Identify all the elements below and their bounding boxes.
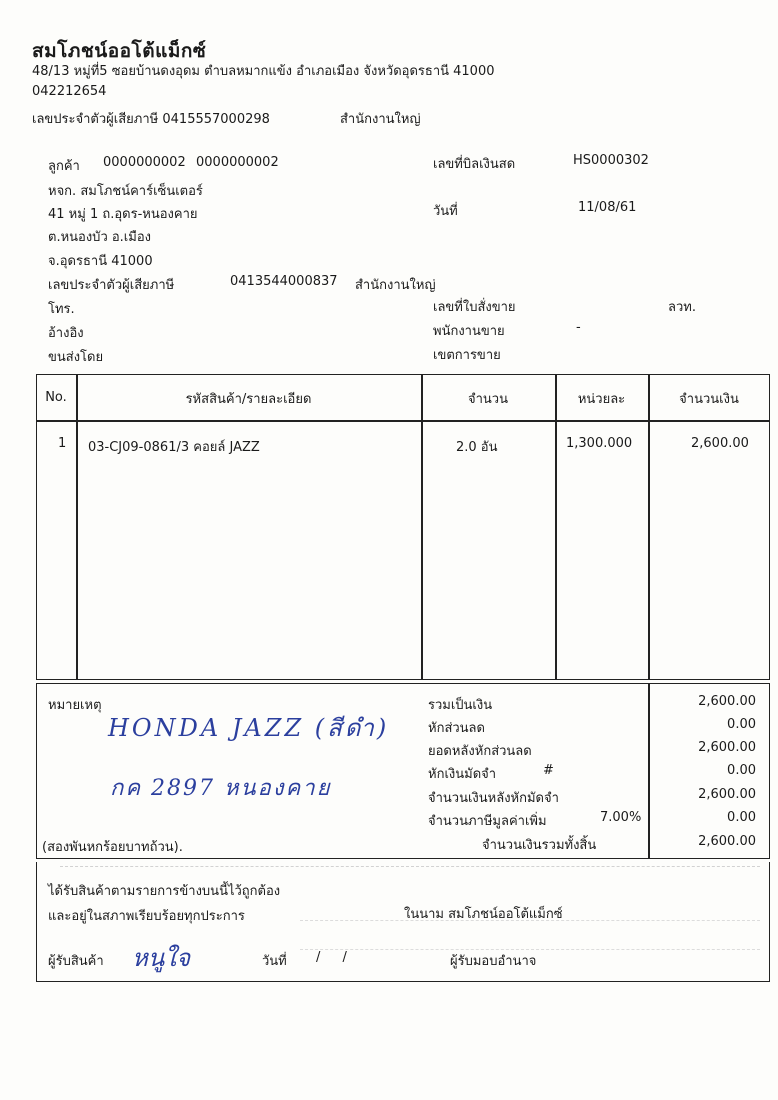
company-phone: 042212654 <box>32 84 107 99</box>
bleed-through-marks <box>60 866 760 870</box>
handwritten-remark-2: กค 2897 หนองคาย <box>110 776 332 801</box>
sales-zone-label: เขตการขาย <box>433 348 501 363</box>
row-unit-price: 1,300.000 <box>566 436 633 451</box>
row-description: 03-CJ09-0861/3 คอยล์ JAZZ <box>88 440 260 455</box>
header-no: No. <box>45 390 67 405</box>
company-tax-id: 0415557000298 <box>162 112 270 127</box>
on-behalf-of: ในนาม สมโภชน์ออโต้แม็กซ์ <box>404 907 563 922</box>
remark-label: หมายเหตุ <box>48 698 102 713</box>
summary-label-after-discount: ยอดหลังหักส่วนลด <box>428 744 532 759</box>
summary-label-vat: จำนวนภาษีมูลค่าเพิ่ม <box>428 814 547 829</box>
summary-deposit-ref: # <box>543 763 554 778</box>
summary-value-discount: 0.00 <box>727 717 756 732</box>
ship-by-label: ขนส่งโดย <box>48 350 104 365</box>
customer-address-2: ต.หนองบัว อ.เมือง <box>48 230 151 245</box>
receiver-signature: หนูใจ <box>132 944 191 972</box>
summary-label-after-deposit: จำนวนเงินหลังหักมัดจำ <box>428 791 559 806</box>
row-amount: 2,600.00 <box>691 436 749 451</box>
header-amount: จำนวนเงิน <box>679 392 739 407</box>
summary-label-discount: หักส่วนลด <box>428 721 485 736</box>
bill-no-label: เลขที่บิลเงินสด <box>433 157 516 172</box>
customer-branch: สำนักงานใหญ่ <box>355 278 436 293</box>
order-no-label: เลขที่ใบสั่งขาย <box>433 300 516 315</box>
customer-tax-id-label: เลขประจำตัวผู้เสียภาษี <box>48 278 175 293</box>
customer-address-3: จ.อุดรธานี 41000 <box>48 254 153 269</box>
amount-in-words: (สองพันหกร้อยบาทถ้วน). <box>42 840 183 855</box>
customer-address-1: 41 หมู่ 1 ถ.อุดร-หนองคาย <box>48 207 198 222</box>
received-statement-1: ได้รับสินค้าตามรายการข้างบนนี้ไว้ถูกต้อง <box>48 884 281 899</box>
summary-value-deposit: 0.00 <box>727 763 756 778</box>
summary-value-vat: 0.00 <box>727 810 756 825</box>
summary-label-subtotal: รวมเป็นเงิน <box>428 698 493 713</box>
customer-code-2: 0000000002 <box>196 155 279 170</box>
company-address: 48/13 หมู่ที่5 ซอยบ้านดงอุดม ตำบลหมากแข้ง อำเภอเมือง จังหวัดอุดรธานี 41000 <box>32 64 495 79</box>
summary-value-subtotal: 2,600.00 <box>698 694 756 709</box>
bill-no: HS0000302 <box>573 153 649 168</box>
customer-code-1: 0000000002 <box>103 155 186 170</box>
summary-value-after-discount: 2,600.00 <box>698 740 756 755</box>
date-label: วันที่ <box>433 204 458 219</box>
handwritten-remark-1: HONDA JAZZ (สีดำ) <box>108 714 390 742</box>
received-statement-2: และอยู่ในสภาพเรียบร้อยทุกประการ <box>48 909 245 924</box>
company-branch: สำนักงานใหญ่ <box>340 112 421 127</box>
header-description: รหัสสินค้า/รายละเอียด <box>185 392 312 407</box>
bleed-through-marks-2 <box>300 920 760 950</box>
summary-label-deposit: หักเงินมัดจำ <box>428 767 497 782</box>
company-tax-id-row <box>32 108 270 129</box>
phone-label: โทร. <box>48 302 75 317</box>
header-quantity: จำนวน <box>468 392 508 407</box>
customer-name: หจก. สมโภชน์คาร์เซ็นเตอร์ <box>48 184 203 199</box>
header-unit-price: หน่วยละ <box>577 392 626 407</box>
customer-label: ลูกค้า <box>48 159 80 174</box>
company-name: สมโภชน์ออโต้แม็กซ์ <box>32 40 207 62</box>
grand-total-value: 2,600.00 <box>698 834 756 849</box>
row-quantity: 2.0 อัน <box>456 440 498 455</box>
grand-total-label: จำนวนเงินรวมทั้งสิ้น <box>482 838 597 853</box>
receive-date-blank: / / <box>316 950 347 965</box>
receiver-label: ผู้รับสินค้า <box>48 954 104 969</box>
order-no: ลวท. <box>668 300 696 315</box>
summary-vat-rate: 7.00% <box>600 810 642 825</box>
authorized-label: ผู้รับมอบอำนาจ <box>450 954 537 969</box>
summary-value-after-deposit: 2,600.00 <box>698 787 756 802</box>
salesman: - <box>576 320 581 335</box>
company-tax-id-label: เลขประจำตัวผู้เสียภาษี <box>32 112 159 127</box>
row-no: 1 <box>58 436 67 451</box>
reference-label: อ้างอิง <box>48 326 84 341</box>
customer-tax-id: 0413544000837 <box>230 274 338 289</box>
receive-date-label: วันที่ <box>262 954 287 969</box>
salesman-label: พนักงานขาย <box>433 324 505 339</box>
bill-date: 11/08/61 <box>578 200 637 215</box>
